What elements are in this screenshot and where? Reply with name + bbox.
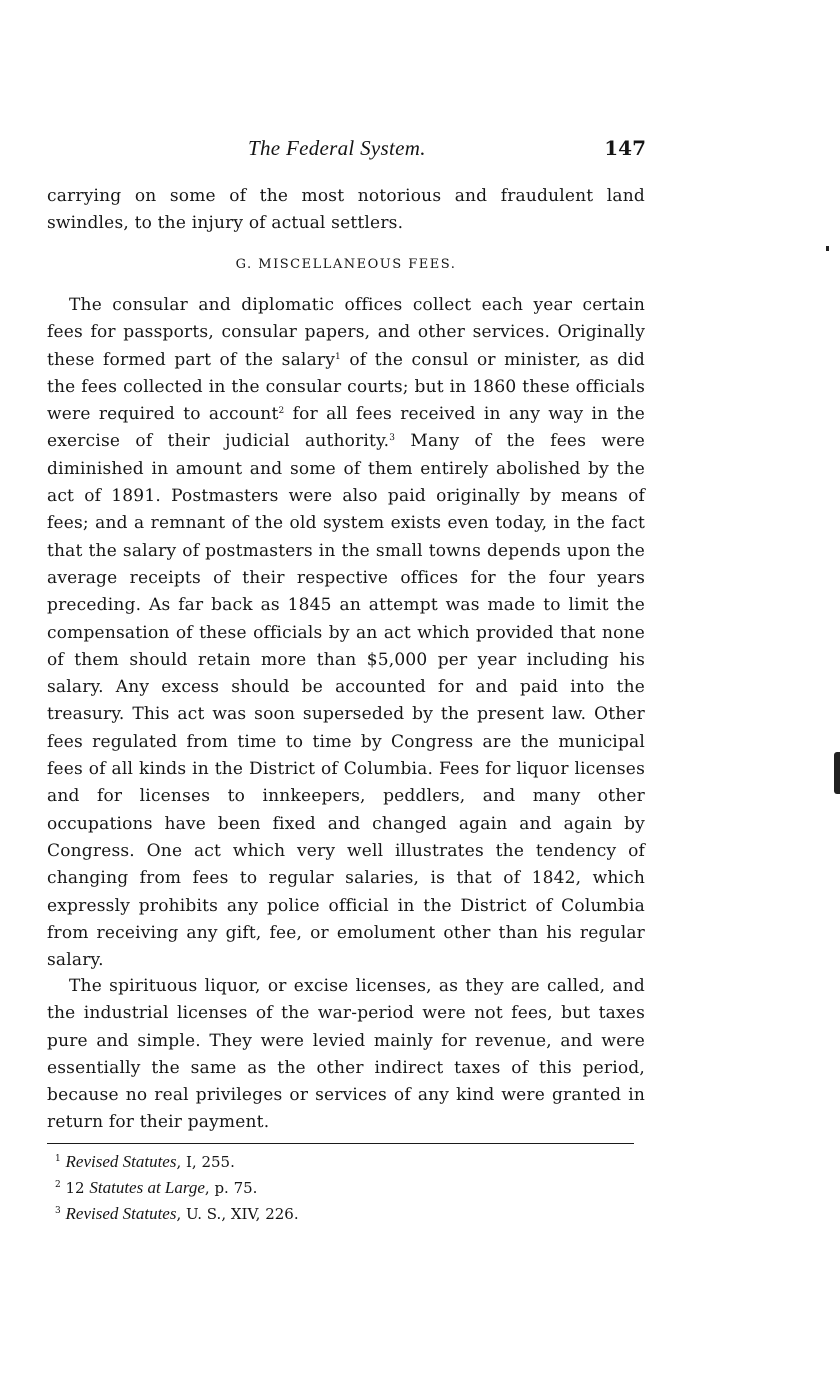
- footnote-citation: , U. S., XIV, 226.: [176, 1205, 299, 1223]
- continued-paragraph: [47, 183, 645, 238]
- footnote-volume: 12: [65, 1179, 90, 1197]
- footnote-mark: 3: [55, 1206, 61, 1216]
- text-segment: The consular and diplomatic offices collect each year certain fees for passports, consular papers, and other services. Originally these formed part of the salary: [47, 295, 645, 370]
- paragraph-text: [47, 292, 645, 974]
- footnote-reference[interactable]: 2: [278, 406, 285, 417]
- text-segment: of the consul or minister, as did the fees collected in the consular courts; but in 1860 these officials were required to account: [47, 349, 645, 425]
- footnote-reference[interactable]: 3: [389, 433, 396, 444]
- footnote-mark: 1: [55, 1154, 61, 1164]
- footnote-source-title: Statutes at Large: [89, 1178, 205, 1197]
- footnotes: [55, 1149, 615, 1227]
- scan-edge-mark: [834, 752, 840, 794]
- footnote-1: [55, 1149, 615, 1175]
- continued-text: carrying on some of the most notorious and fraudulent land swindles, to the injury of actual settlers.: [47, 186, 645, 234]
- paragraph-consular-fees: [47, 292, 645, 974]
- page-number: 147: [604, 136, 646, 160]
- footnote-citation: , I, 255.: [176, 1153, 235, 1171]
- running-title: The Federal System.: [248, 136, 426, 160]
- text-segment: for all fees received in any way in the exercise of their judicial authority.: [47, 404, 645, 452]
- paragraph-text: The spirituous liquor, or excise licenses, as they are called, and the industrial licenses of the war-period were not fees, but taxes pure and simple. They were levied mainly for revenue, and were essentially the same as the other indirect taxes of this period, because no real privileges or services of any kind were granted in return for their payment.: [47, 976, 645, 1133]
- footnote-divider: [47, 1143, 634, 1144]
- footnote-2: [55, 1175, 615, 1201]
- footnote-source-title: Revised Statutes: [65, 1204, 177, 1223]
- footnote-reference[interactable]: 1: [335, 351, 341, 362]
- footnote-3: [55, 1201, 615, 1227]
- text-segment: Many of the fees were diminished in amount and some of them entirely abolished by the act of 1891. Postmasters were also paid originally by means of fees; and a remnant of the old system exists even today, in the fact that the salary of postmasters in the small towns depends upon the average receipts of their respective offices for the four years preceding. As far back as 1845 an attempt was made to limit the compensation of these officials by an act which provided that none of them should retain more than $5,000 per year including his salary. Any excess should be accounted for and paid into the treasury. This act was soon superseded by the present law. Other fees regulated from time to time by Congress are the municipal fees of all kinds in the District of Columbia. Fees for liquor licenses and for licenses to innkeepers, peddlers, and many other occupations have been fixed and changed again and again by Congress. One act which very well illustrates the tendency of changing from fees to regular salaries, is that of 1842, which expressly prohibits any police official in the District of Columbia from receiving any gift, fee, or emolument other than his regular salary.: [47, 431, 645, 971]
- paragraph-excise-licenses: [47, 973, 645, 1137]
- footnote-citation: , p. 75.: [204, 1179, 258, 1197]
- scan-edge-mark: [826, 246, 829, 251]
- footnote-source-title: Revised Statutes: [65, 1152, 177, 1171]
- footnote-mark: 2: [55, 1180, 61, 1190]
- section-heading: G. MISCELLANEOUS FEES.: [235, 257, 457, 272]
- running-head: [48, 136, 648, 166]
